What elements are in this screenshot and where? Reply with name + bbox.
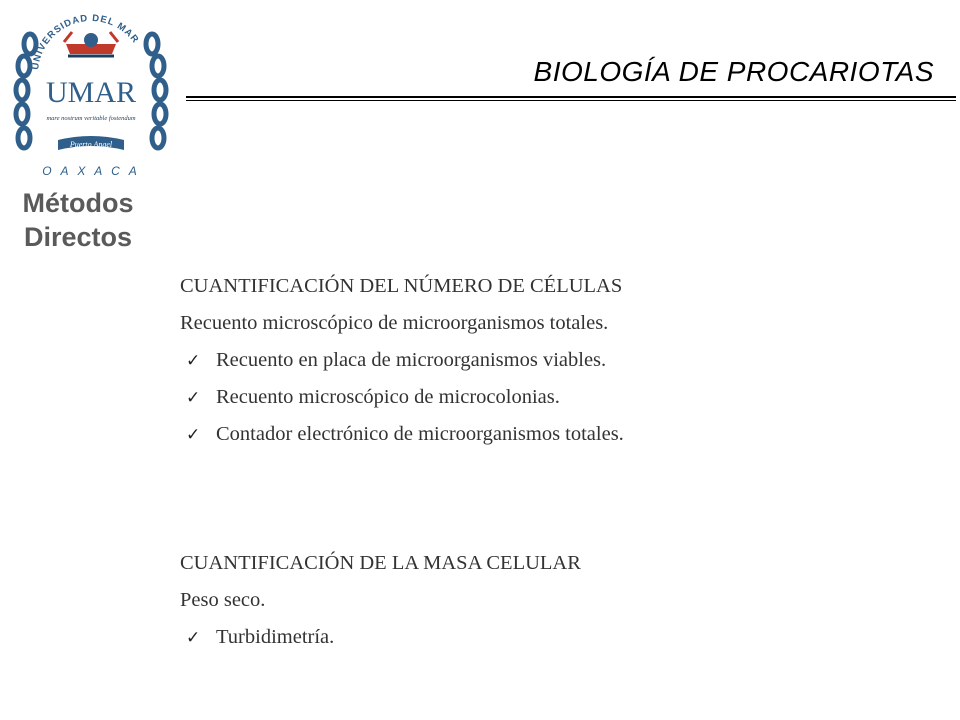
logo-initials: UMAR [45, 76, 137, 109]
checkmark-icon: ✓ [186, 351, 201, 371]
list-item [180, 379, 920, 416]
logo-arc-text: UNIVERSIDAD DEL MAR [30, 12, 142, 71]
emblem-icon [64, 32, 118, 56]
list-item [180, 342, 920, 379]
side-title [8, 186, 148, 254]
list-item-text: Turbidimetría. [216, 626, 335, 648]
list-item-text: Recuento en placa de microorganismos viables. [216, 349, 607, 371]
list-item-text: Contador electrónico de microorganismos totales. [216, 423, 624, 445]
slide-content [180, 268, 920, 656]
section1-heading: CUANTIFICACIÓN DEL NÚMERO DE CÉLULAS [180, 275, 623, 297]
section1-intro: Recuento microscópico de microorganismos totales. [180, 312, 609, 334]
list-item-text: Recuento microscópico de microcolonias. [216, 386, 560, 408]
list-item [180, 416, 920, 453]
list-item [180, 619, 920, 656]
checkmark-icon: ✓ [186, 425, 201, 445]
checkmark-icon: ✓ [186, 628, 201, 648]
logo-state: O A X A C A [42, 164, 140, 178]
side-title-line1: Métodos [22, 188, 134, 218]
section2-intro: Peso seco. [180, 589, 266, 611]
logo-location: Puerto Angel [69, 140, 113, 149]
side-title-line2: Directos [23, 222, 133, 252]
university-logo [8, 4, 174, 182]
title-underline [186, 96, 956, 101]
section2-heading: CUANTIFICACIÓN DE LA MASA CELULAR [180, 552, 581, 574]
page-title: BIOLOGÍA DE PROCARIOTAS [533, 56, 934, 87]
checkmark-icon: ✓ [186, 388, 201, 408]
logo-motto: mare nostrum veritable fostendum [46, 115, 136, 122]
